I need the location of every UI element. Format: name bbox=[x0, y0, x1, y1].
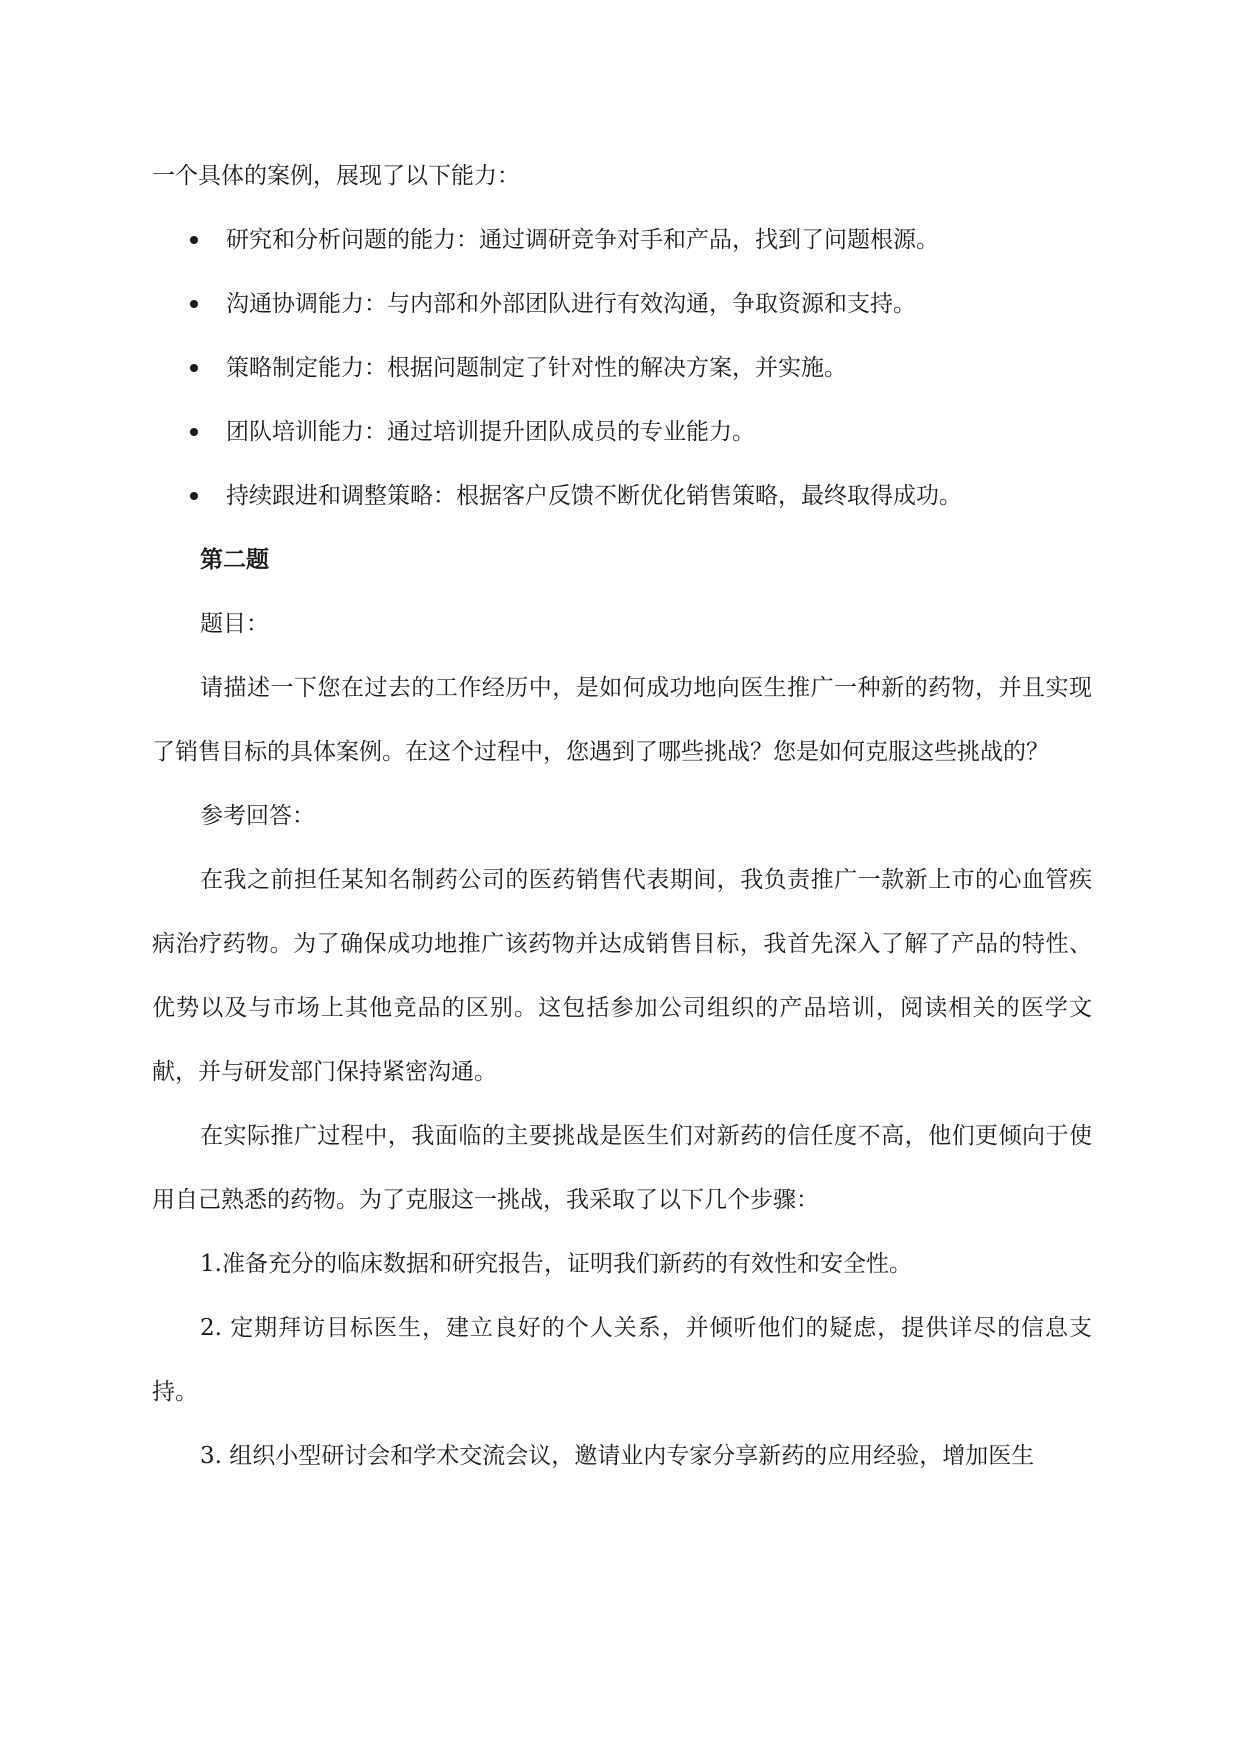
list-item-text: 研究和分析问题的能力：通过调研竞争对手和产品，找到了问题根源。 bbox=[226, 227, 939, 253]
list-item bbox=[152, 336, 1092, 400]
list-item-text: 策略制定能力：根据问题制定了针对性的解决方案，并实施。 bbox=[226, 355, 847, 381]
bullet-icon bbox=[190, 492, 198, 500]
question-text: 请描述一下您在过去的工作经历中，是如何成功地向医生推广一种新的药物，并且实现了销售目标的具体案例。在这个过程中，您遇到了哪些挑战？您是如何克服这些挑战的？ bbox=[152, 675, 1092, 765]
ability-list bbox=[152, 208, 1092, 528]
list-item-text: 持续跟进和调整策略：根据客户反馈不断优化销售策略，最终取得成功。 bbox=[226, 483, 962, 509]
step-paragraph: 3. 组织小型研讨会和学术交流会议，邀请业内专家分享新药的应用经验，增加医生 bbox=[200, 1443, 1035, 1469]
section-heading: 第二题 bbox=[200, 546, 269, 573]
answer-paragraph: 在实际推广过程中，我面临的主要挑战是医生们对新药的信任度不高，他们更倾向于使用自己熟悉的药物。为了克服这一挑战，我采取了以下几个步骤： bbox=[152, 1123, 1092, 1213]
list-item bbox=[152, 400, 1092, 464]
document-body bbox=[152, 144, 1092, 1488]
list-item-text: 沟通协调能力：与内部和外部团队进行有效沟通，争取资源和支持。 bbox=[226, 291, 916, 317]
step-paragraph: 2. 定期拜访目标医生，建立良好的个人关系，并倾听他们的疑虑，提供详尽的信息支持。 bbox=[152, 1315, 1092, 1405]
list-item bbox=[152, 208, 1092, 272]
list-item-text: 团队培训能力：通过培训提升团队成员的专业能力。 bbox=[226, 419, 755, 445]
list-item bbox=[152, 272, 1092, 336]
bullet-icon bbox=[190, 300, 198, 308]
question-label: 题目： bbox=[200, 611, 269, 637]
intro-paragraph: 一个具体的案例，展现了以下能力： bbox=[152, 163, 520, 189]
answer-paragraph: 在我之前担任某知名制药公司的医药销售代表期间，我负责推广一款新上市的心血管疾病治疗药物。为了确保成功地推广该药物并达成销售目标，我首先深入了解了产品的特性、优势以及与市场上其他竞品的区别。这包括参加公司组织的产品培训，阅读相关的医学文献，并与研发部门保持紧密沟通。 bbox=[152, 867, 1092, 1085]
bullet-icon bbox=[190, 428, 198, 436]
step-paragraph: 1.准备充分的临床数据和研究报告，证明我们新药的有效性和安全性。 bbox=[200, 1251, 912, 1277]
answer-label: 参考回答： bbox=[200, 803, 315, 829]
bullet-icon bbox=[190, 364, 198, 372]
bullet-icon bbox=[190, 236, 198, 244]
list-item bbox=[152, 464, 1092, 528]
